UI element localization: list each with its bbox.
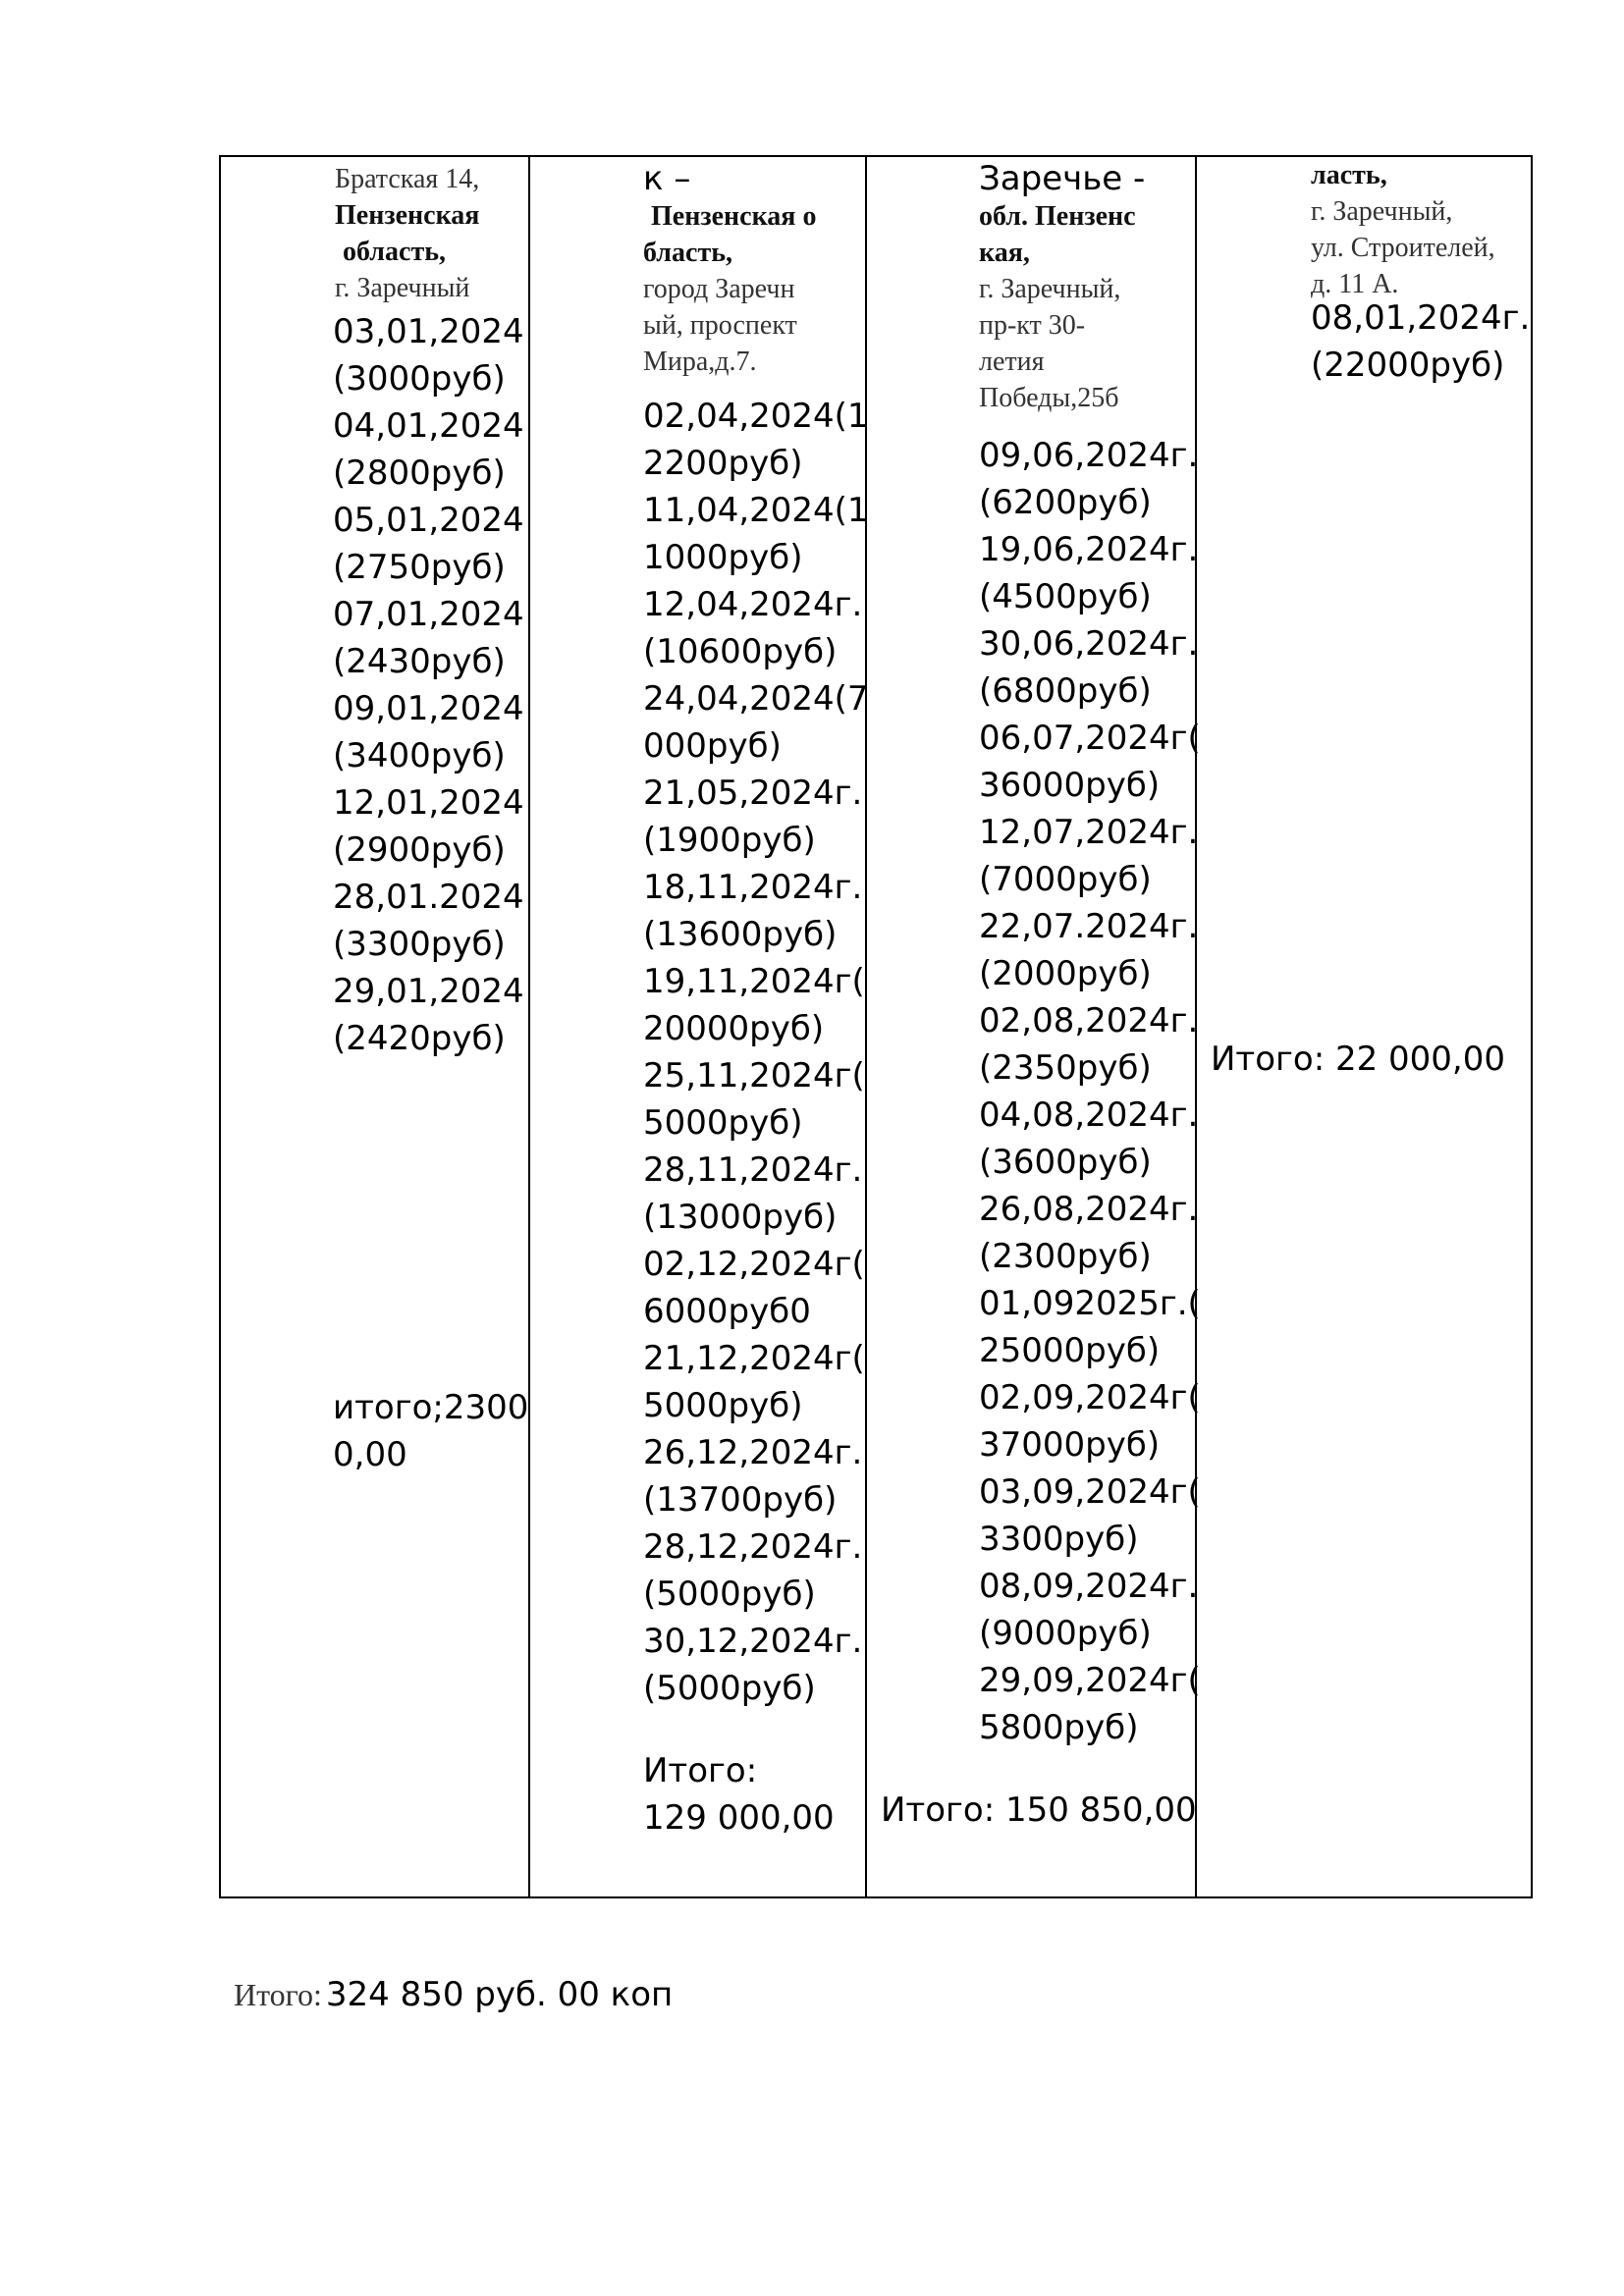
payment-entry-line: 29,01,2024 [333,972,524,1011]
payment-entry-line: 09,01,2024 [333,689,524,728]
payment-entry-line: 19,11,2024г( [643,962,865,1001]
payment-entry-line: (6800руб) [979,671,1152,711]
payment-entry-line: 5000руб) [643,1386,803,1425]
payment-entry-line: 26,08,2024г. [979,1190,1199,1229]
address-line: Пензенская [335,200,480,231]
payment-entry-line: 08,01,2024г. [1311,298,1531,338]
payment-entry-line: (3600руб) [979,1143,1152,1182]
payment-entry-line: 11,04,2024(1 [643,491,869,530]
payment-entry-line: 18,11,2024г. [643,868,863,907]
column-3 [867,157,1201,1896]
payment-entry-line: (22000руб) [1311,346,1505,385]
payment-entries [643,393,869,1712]
payment-entry-line: 08,09,2024г. [979,1567,1199,1606]
payment-entries [979,432,1201,1751]
grand-total [234,1975,673,2014]
payment-entry-line: (5000руб) [643,1575,816,1614]
payment-entry-line: (3400руб) [333,736,506,775]
payment-entry-line: (7000руб) [979,860,1152,899]
payment-entry-line: 29,09,2024г( [979,1661,1201,1700]
total-line: итого;2300 [333,1388,529,1427]
payment-entry-line: 22,07.2024г. [979,907,1199,946]
payment-entry-line: 01,092025г.( [979,1284,1201,1323]
address-line: Мира,д.7. [643,347,757,377]
grand-total-value: 324 850 руб. 00 коп [325,1975,674,2014]
payment-entry-line: 28,12,2024г. [643,1527,863,1567]
payment-entry-line: 26,12,2024г. [643,1433,863,1472]
grand-total-label: Итого: [234,1977,322,2012]
payment-entry-line: (5000руб) [643,1669,816,1708]
column-4 [1197,157,1533,1896]
payment-entry-line: 05,01,2024 [333,501,524,540]
column-total [333,1384,528,1478]
payment-entry-line: (4500руб) [979,577,1152,616]
payment-entry-line: 1000руб) [643,538,803,577]
payment-entry-line: 5000руб) [643,1103,803,1143]
payment-entry-line: 5800руб) [979,1708,1139,1747]
payment-entry-line: 30,12,2024г. [643,1622,863,1661]
address-line: обл. Пензенс [979,201,1136,232]
payment-entry-line: 07,01,2024 [333,595,524,634]
address-block [335,161,479,306]
payment-entry-line: (9000руб) [979,1614,1152,1653]
column-2 [530,157,869,1896]
payment-entry-line: 12,04,2024г. [643,585,863,624]
payment-entry-line: (10600руб) [643,632,838,671]
address-line: д. 11 А. [1311,269,1399,299]
address-line: к – [643,159,691,198]
column-total: Итого: 150 850,00 [881,1790,1197,1830]
column-total [643,1747,835,1842]
address-line: область, [343,237,446,267]
address-line: г. Заречный, [979,274,1121,304]
payment-entry-line: (2350руб) [979,1048,1152,1088]
payment-entry-line: 37000руб) [979,1425,1161,1465]
address-line: бласть, [643,238,732,268]
payment-entry-line: (2000руб) [979,954,1152,993]
payment-entry-line: (13000руб) [643,1198,838,1237]
payment-entry-line: 3300руб) [979,1520,1139,1559]
address-line: ласть, [1311,160,1387,190]
payment-entry-line: 6000руб0 [643,1292,811,1331]
address-line: летия [979,347,1045,377]
payment-entry-line: 30,06,2024г. [979,624,1199,664]
payment-entry-line: (2900руб) [333,830,506,870]
payment-entry-line: 21,12,2024г( [643,1339,865,1378]
payment-entry-line: 02,09,2024г( [979,1378,1201,1417]
address-line: город Заречн [643,274,795,304]
payment-entry-line: (13700руб) [643,1480,838,1520]
payment-entry-line: 25,11,2024г( [643,1056,865,1095]
payment-entry-line: 21,05,2024г. [643,774,863,813]
payments-table [219,155,1533,1898]
payment-entry-line: 09,06,2024г. [979,436,1199,475]
address-line: Победы,25б [979,383,1119,413]
payment-entry-line: 000руб) [643,726,782,766]
address-block [643,159,816,380]
payment-entry-line: 25000руб) [979,1331,1161,1370]
payment-entry-line: (2300руб) [979,1237,1152,1276]
address-line: Пензенская о [651,201,817,232]
payment-entries [1311,294,1530,389]
payment-entry-line: 02,08,2024г. [979,1001,1199,1041]
address-line: г. Заречный [335,273,470,303]
total-line: 0,00 [333,1435,407,1474]
payment-entry-line: 2200руб) [643,444,803,483]
payment-entry-line: 03,09,2024г( [979,1472,1201,1512]
payment-entry-line: 20000руб) [643,1009,825,1048]
total-line: Итого: [643,1751,758,1790]
address-line: ый, проспект [643,310,797,341]
payment-entry-line: 02,12,2024г( [643,1245,865,1284]
payment-entry-line: 06,07,2024г( [979,719,1201,758]
payment-entry-line: (6200руб) [979,483,1152,522]
payment-entry-line: 04,01,2024 [333,406,524,446]
column-total: Итого: 22 000,00 [1211,1040,1506,1079]
address-block [979,159,1145,416]
payment-entry-line: 19,06,2024г. [979,530,1199,569]
payment-entry-line: (2800руб) [333,454,506,493]
payment-entry-line: (2750руб) [333,548,506,587]
payment-entry-line: 03,01,2024 [333,312,524,351]
address-line: ул. Строителей, [1311,233,1495,263]
address-line: Заречье - [979,159,1146,198]
payment-entry-line: 28,01.2024 [333,878,524,917]
address-block [1311,157,1495,302]
payment-entry-line: (3300руб) [333,925,506,964]
payment-entry-line: 28,11,2024г. [643,1150,863,1190]
payment-entry-line: 36000руб) [979,766,1161,805]
payment-entry-line: 24,04,2024(7 [643,679,869,719]
address-line: кая, [979,238,1030,268]
payment-entry-line: (3000руб) [333,359,506,399]
total-line: 129 000,00 [643,1798,835,1838]
payment-entry-line: (13600руб) [643,915,838,954]
column-1 [221,157,528,1896]
payment-entry-line: 02,04,2024(1 [643,397,869,436]
address-line: Братская 14, [335,164,480,194]
payment-entries [333,308,524,1062]
payment-entry-line: 12,07,2024г. [979,813,1199,852]
payment-entry-line: (1900руб) [643,821,816,860]
address-line: пр-кт 30- [979,310,1086,341]
address-line: г. Заречный, [1311,196,1453,227]
payment-entry-line: 12,01,2024 [333,783,524,823]
payment-entry-line: (2430руб) [333,642,506,681]
payment-entry-line: (2420руб) [333,1019,506,1058]
payment-entry-line: 04,08,2024г. [979,1095,1199,1135]
